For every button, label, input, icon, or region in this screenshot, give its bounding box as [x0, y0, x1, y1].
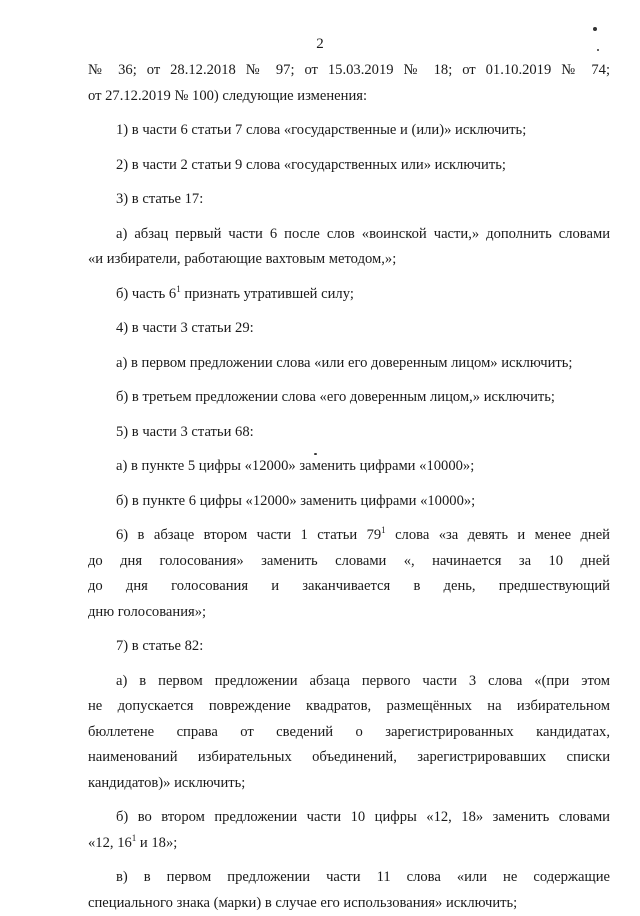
list-item: б) во втором предложении части 10 цифры «12, 18» заменить словами: [88, 805, 610, 831]
list-item: 5) в части 3 статьи 68:: [88, 420, 610, 446]
list-item: [88, 523, 610, 549]
list-item: а) в первом предложении абзаца первого части 3 слова «(при этом: [88, 669, 610, 695]
list-item: 1) в части 6 статьи 7 слова «государственные и (или)» исключить;: [88, 118, 610, 144]
page-number: 2: [0, 36, 640, 53]
list-item: 7) в статье 82:: [88, 634, 610, 660]
list-item: а) абзац первый части 6 после слов «воинской части,» дополнить словами: [88, 222, 610, 248]
text-line: дню голосования»;: [88, 600, 610, 626]
text-line: специального знака (марки) в случае его использования» исключить;: [88, 891, 610, 916]
text-line: не допускается повреждение квадратов, размещённых на избирательном: [88, 694, 610, 720]
list-item: б) в пункте 6 цифры «12000» заменить цифрами «10000»;: [88, 489, 610, 515]
list-item: б) в третьем предложении слова «его доверенным лицом,» исключить;: [88, 385, 610, 411]
list-item: а) в пункте 5 цифры «12000» заменить цифрами «10000»;: [88, 454, 610, 480]
text-line: № 36; от 28.12.2018 № 97; от 15.03.2019 № 18; от 01.10.2019 № 74;: [88, 58, 610, 84]
scan-speck: [597, 49, 599, 51]
scan-speck: [593, 27, 597, 31]
text-line: до дня голосования и заканчивается в день, предшествующий: [88, 574, 610, 600]
text-span: 6) в абзаце втором части 1 статьи 79: [116, 527, 381, 543]
list-item: в) в первом предложении части 11 слова «или не содержащие: [88, 865, 610, 891]
text-line: наименований избирательных объединений, зарегистрировавших списки: [88, 745, 610, 771]
list-item: а) в первом предложении слова «или его доверенным лицом» исключить;: [88, 351, 610, 377]
list-item: 2) в части 2 статьи 9 слова «государственных или» исключить;: [88, 153, 610, 179]
text-line: от 27.12.2019 № 100) следующие изменения:: [88, 84, 610, 110]
text-line: до дня голосования» заменить словами «, начинается за 10 дней: [88, 549, 610, 575]
text-span: слова «за девять и менее дней: [386, 527, 610, 543]
text-span: признать утратившей силу;: [181, 286, 354, 302]
text-line: [88, 831, 610, 857]
document-body: [88, 58, 610, 916]
text-line: бюллетене справа от сведений о зарегистрированных кандидатах,: [88, 720, 610, 746]
list-item: 4) в части 3 статьи 29:: [88, 316, 610, 342]
superscript: 1: [176, 284, 181, 294]
text-span: б) часть 6: [116, 286, 176, 302]
superscript: 1: [132, 833, 137, 843]
list-item: [88, 282, 610, 308]
text-line: «и избиратели, работающие вахтовым методом,»;: [88, 247, 610, 273]
text-span: «12, 16: [88, 835, 132, 851]
superscript: 1: [381, 525, 386, 535]
list-item: 3) в статье 17:: [88, 187, 610, 213]
text-line: кандидатов)» исключить;: [88, 771, 610, 797]
text-span: и 18»;: [136, 835, 177, 851]
